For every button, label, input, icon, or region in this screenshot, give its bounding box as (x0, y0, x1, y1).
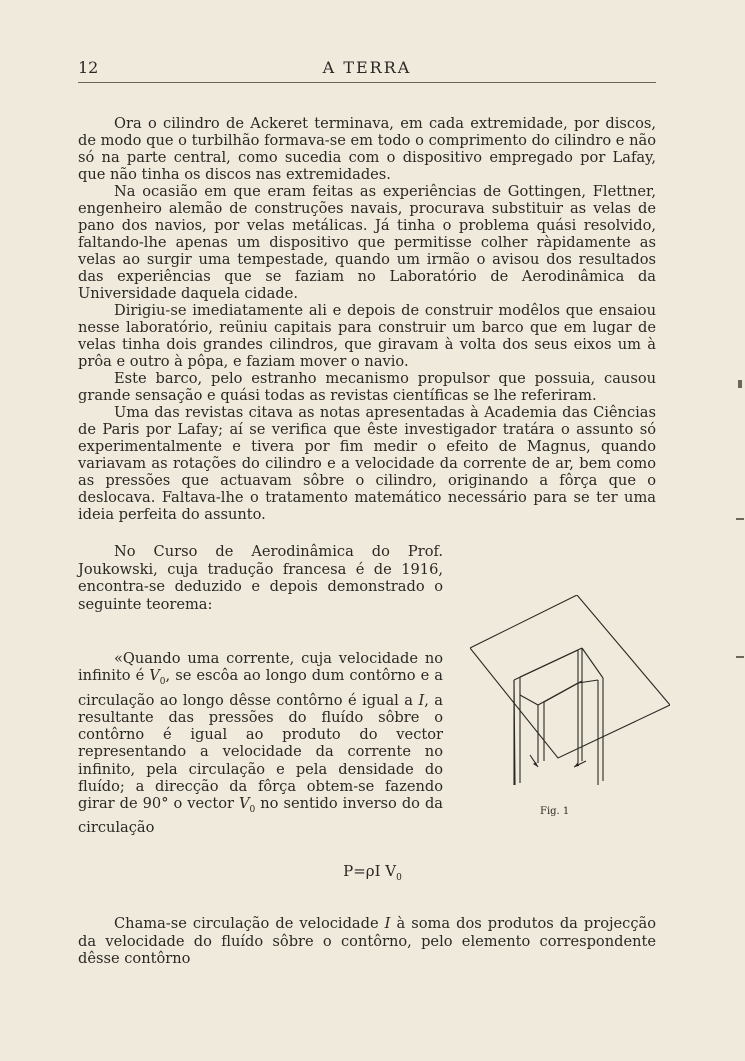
theorem-intro (78, 543, 443, 613)
running-title: A TERRA (322, 58, 412, 77)
gamma-symbol-2: I (384, 915, 391, 932)
page-number: 12 (78, 58, 99, 77)
quote-part-2: , se escôa ao longo dum contôrno e a circulação ao longo dêsse contôrno é igual a (78, 667, 443, 709)
formula-lhs: P (343, 862, 354, 880)
page-header (78, 58, 656, 80)
paragraph-2: Na ocasião em que eram feitas as experiências de Gottingen, Flettner, engenheiro alemão de construções navais, procurava substituir as velas de pano dos navios, por velas metálicas. Já tinha o problema quási resolvido, faltando-lhe apenas um dispositivo que permitisse colher ràpidamente as velas ao surgir uma tempestade, quando um irmão o avisou dos resultados das experiências que se faziam no Laboratório de Aerodinâmica da Universidade daquela cidade. (78, 183, 656, 302)
quote-part-1: «Quando uma corrente, cuja velocidade no infinito é (78, 650, 443, 685)
v0-symbol-2: V (238, 795, 250, 813)
edge-mark (738, 380, 742, 388)
paragraph-4: Este barco, pelo estranho mecanismo propulsor que possuia, causou grande sensação e quási todas as revistas científicas se lhe referiram. (78, 370, 656, 404)
v0-subscript: 0 (159, 677, 166, 688)
contour-diagram (470, 595, 670, 800)
v0-symbol: V (149, 667, 160, 685)
closing-paragraph (78, 915, 656, 968)
formula-rho: ρ (365, 862, 375, 880)
body-text (78, 115, 656, 523)
quote-paragraph (78, 650, 443, 837)
formula-gamma-v: I V (374, 862, 397, 880)
figure-1 (470, 595, 670, 800)
edge-mark (736, 656, 744, 658)
paragraph-5: Uma das revistas citava as notas apresentadas à Academia das Ciências de Paris por Lafay; aí se verifica que êste investigador tratára o assunto só experimentalmente e tivera por fim medir o efeito de Magnus, quando variavam as rotações do cilindro e a velocidade da corrente de ar, bem como as pressões que actuavam sôbre o cilindro, originando a fôrça que o deslocava. Faltava-lhe o tratamento matemático necessário para se ter uma ideia perfeita do assunto. (78, 404, 656, 523)
formula (0, 862, 745, 883)
formula-subscript: 0 (396, 873, 402, 883)
v0-subscript-2: 0 (249, 805, 256, 816)
quote-part-3: , a resultante das pressões do fluído sôbre o contôrno é igual ao produto do vector representando a velocidade da corrente no infinito, pela circulação e pela densidade do fluído; a direcção da fôrça obtem-se fazendo girar de 90° o vector (78, 691, 444, 813)
figure-caption: Fig. 1 (540, 806, 570, 817)
edge-mark (736, 518, 744, 520)
formula-equals: = (353, 862, 366, 880)
gamma-symbol: I (418, 691, 425, 709)
paragraph-7-part-2: à soma dos produtos da projecção da velocidade do fluído sôbre o contôrno, pelo elemento correspondente dêsse contôrno (78, 915, 657, 967)
theorem-quote (78, 650, 443, 837)
paragraph-1: Ora o cilindro de Ackeret terminava, em cada extremidade, por discos, de modo que o turbilhão formava-se em todo o comprimento do cilindro e não só na parte central, como sucedia com o dispositivo empregado por Lafay, que não tinha os discos nas extremidades. (78, 115, 656, 183)
header-rule (78, 82, 656, 83)
paragraph-3: Dirigiu-se imediatamente ali e depois de construir modêlos que ensaiou nesse laboratório, reüniu capitais para construir um barco que em lugar de velas tinha dois grandes cilindros, que giravam à volta dos seus eixos um à prôa e outro à pôpa, e faziam mover o navio. (78, 302, 656, 370)
paragraph-7 (78, 915, 656, 968)
paragraph-7-part-1: Chama-se circulação de velocidade (114, 915, 385, 932)
quote-part-4: no sentido inverso do da circulação (78, 795, 444, 837)
plane (470, 595, 670, 758)
paragraph-6: No Curso de Aerodinâmica do Prof. Joukowski, cuja tradução francesa é de 1916, encontra-se deduzido e depois demonstrado o seguinte teorema: (78, 543, 443, 613)
